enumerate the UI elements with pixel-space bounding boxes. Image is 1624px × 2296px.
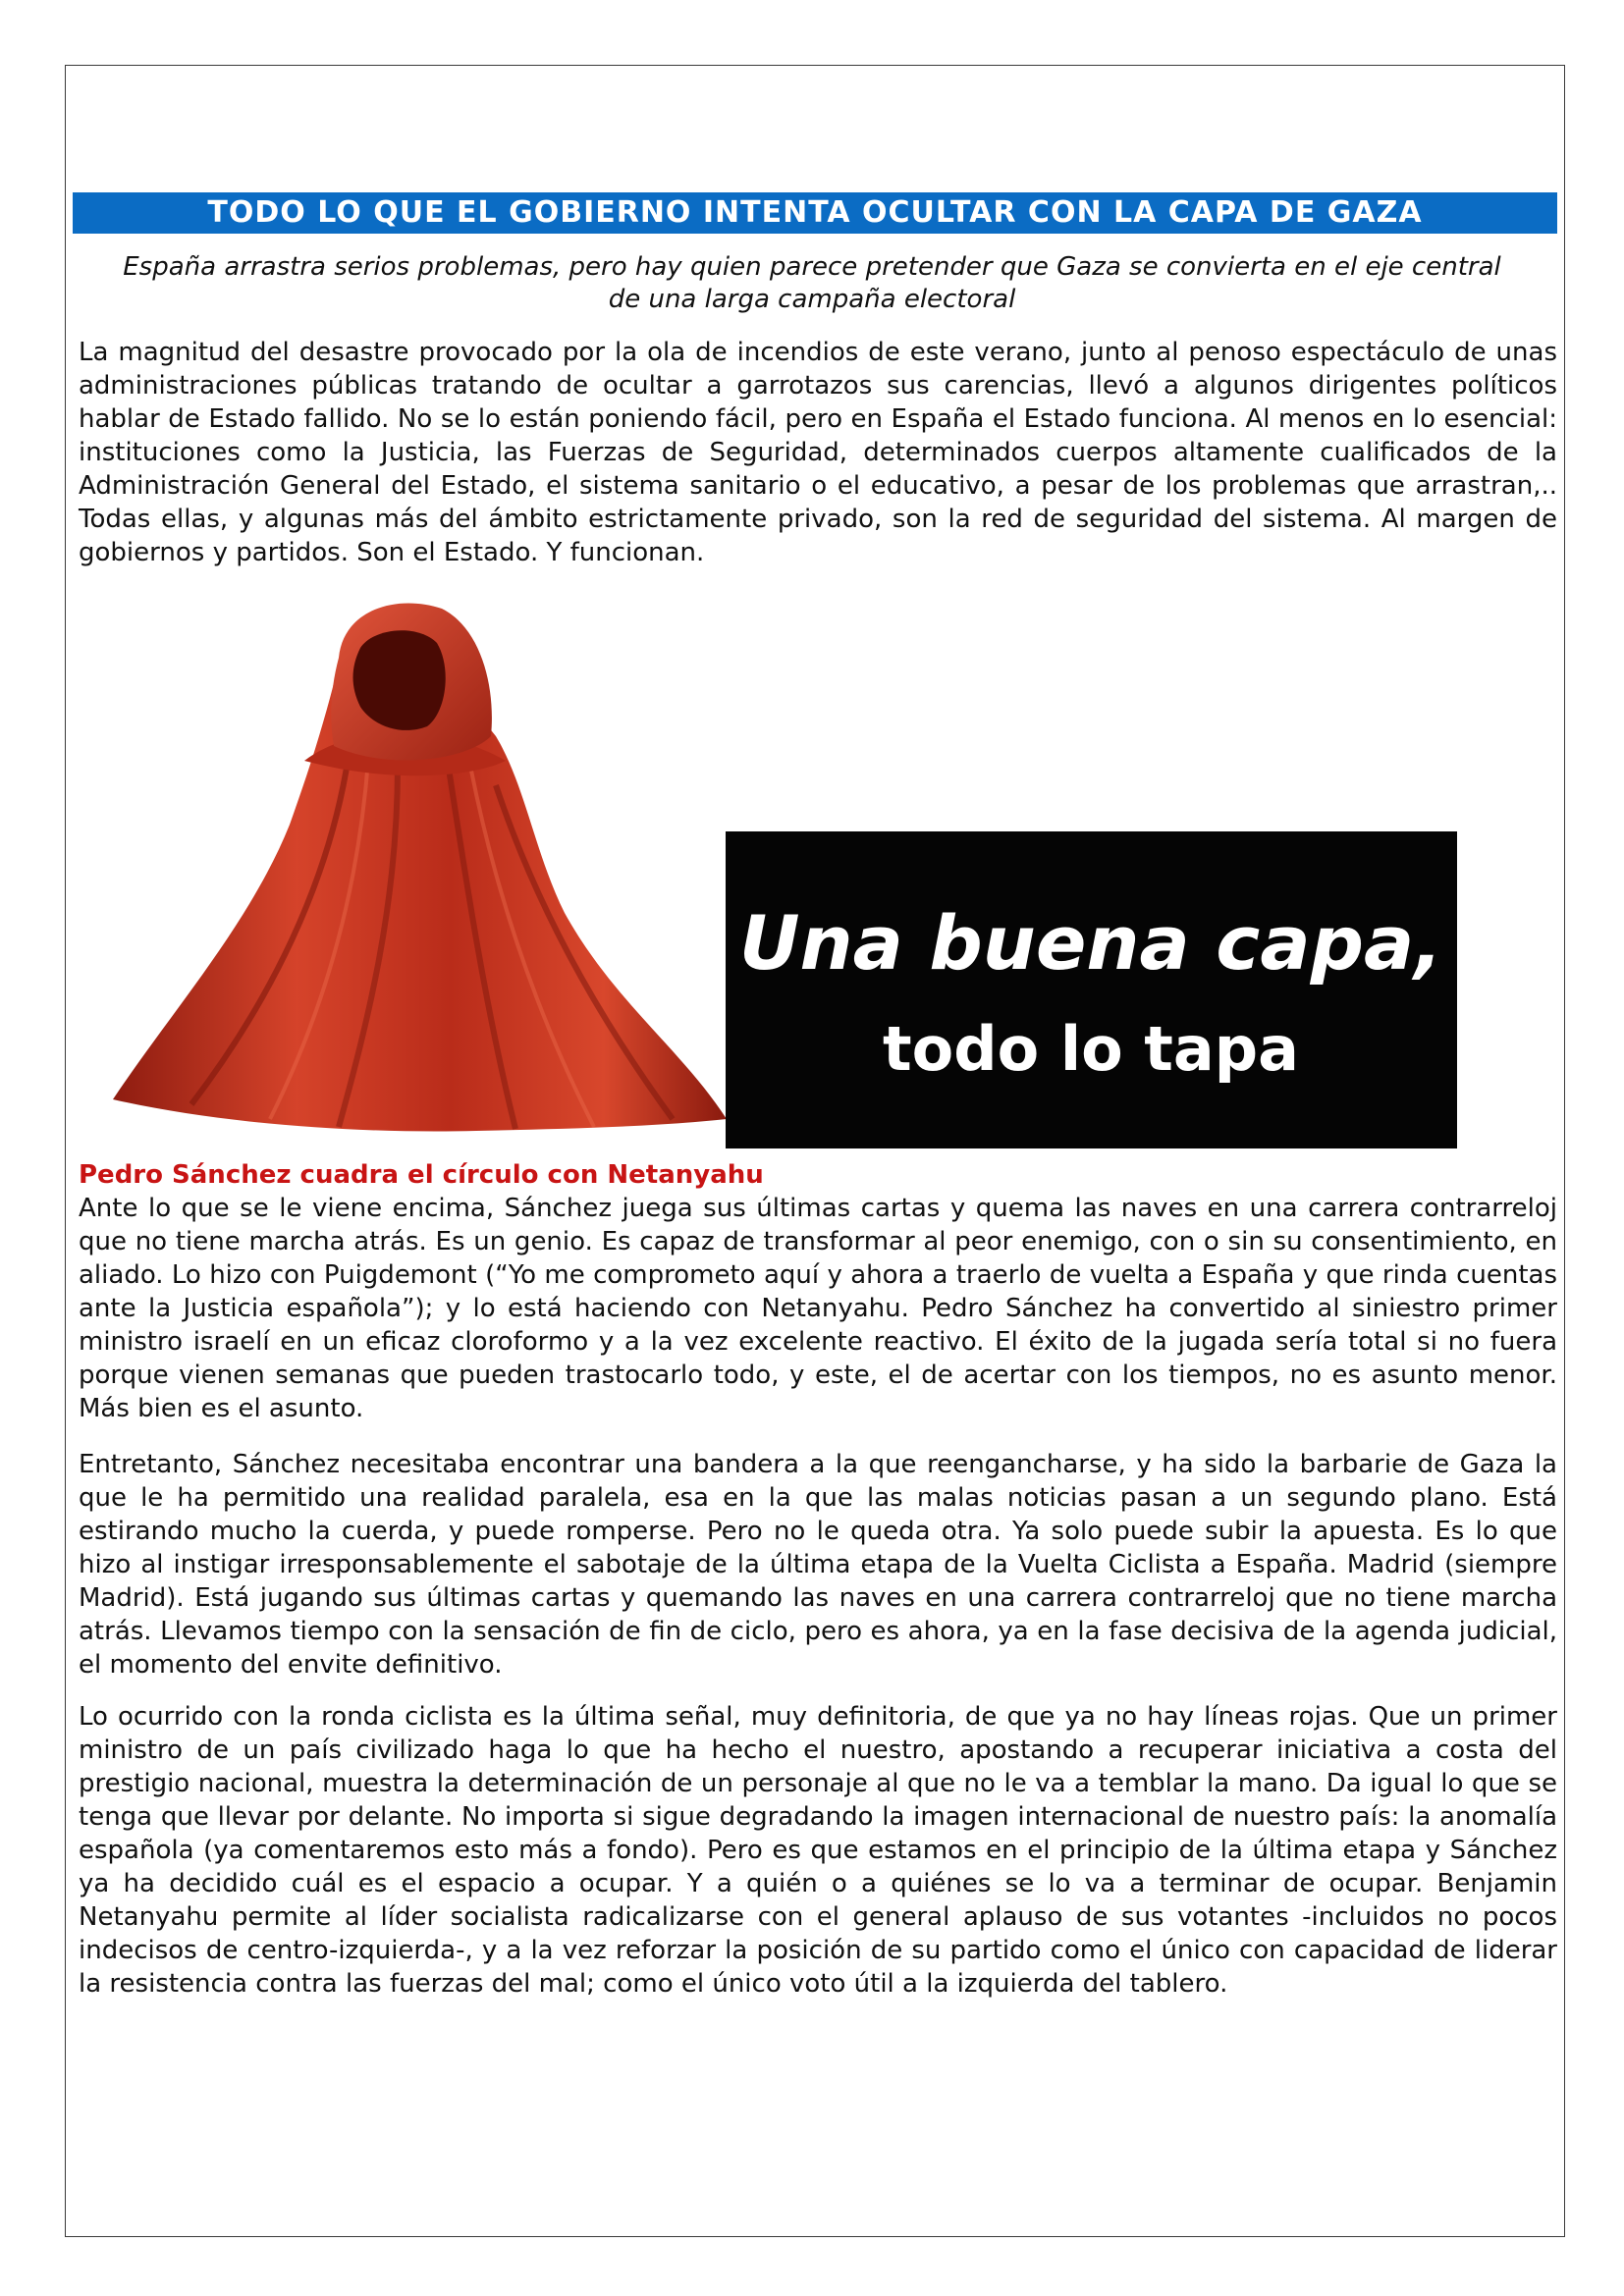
section-heading: Pedro Sánchez cuadra el círculo con Netanyahu	[79, 1160, 764, 1190]
slogan-image	[726, 831, 1457, 1148]
body-paragraph-3: Entretanto, Sánchez necesitaba encontrar una bandera a la que reengancharse, y ha sido la barbarie de Gaza la que le ha permitido una realidad paralela, esa en la que las malas noticias pasan a un segundo plano. Está estirando mucho la cuerda, y puede romperse. Pero no le queda otra. Ya solo puede subir la apuesta. Es lo que hizo al instigar irresponsablemente el sabotaje de la última etapa de la Vuelta Ciclista a España. Madrid (siempre Madrid). Está jugando sus últimas cartas y quemando las naves en una carrera contrarreloj que no tiene marcha atrás. Llevamos tiempo con la sensación de fin de ciclo, pero es ahora, ya en la fase decisiva de la agenda judicial, el momento del envite definitivo.	[79, 1450, 1557, 1680]
article-subtitle: España arrastra serios problemas, pero hay quien parece pretender que Gaza se convierta en el eje central de una larga campaña electoral	[123, 252, 1501, 314]
body-paragraph-1: La magnitud del desastre provocado por la ola de incendios de este verano, junto al penoso espectáculo de unas administraciones públicas tratando de ocultar a garrotazos sus carencias, llevó a algunos dirigentes políticos hablar de Estado fallido. No se lo están poniendo fácil, pero en España el Estado funciona. Al menos en lo esencial: instituciones como la Justicia, las Fuerzas de Seguridad, determinados cuerpos altamente cualificados de la Administración General del Estado, el sistema sanitario o el educativo, a pesar de los problemas que arrastran,.. Todas ellas, y algunas más del ámbito estrictamente privado, son la red de seguridad del sistema. Al margen de gobiernos y partidos. Son el Estado. Y funcionan.	[79, 338, 1557, 567]
body-paragraph-4: Lo ocurrido con la ronda ciclista es la última señal, muy definitoria, de que ya no hay líneas rojas. Que un primer ministro de un país civilizado haga lo que ha hecho el nuestro, apostando a recuperar iniciativa a costa del prestigio nacional, muestra la determinación de un personaje al que no le va a temblar la mano. Da igual lo que se tenga que llevar por delante. No importa si sigue degradando la imagen internacional de nuestro país: la anomalía española (ya comentaremos esto más a fondo). Pero es que estamos en el principio de la última etapa y Sánchez ya ha decidido cuál es el espacio a ocupar. Y a quién o a quiénes se lo va a terminar de ocupar. Benjamin Netanyahu permite al líder socialista radicalizarse con el general aplauso de sus votantes -incluidos no pocos indecisos de centro-izquierda-, y a la vez reforzar la posición de su partido como el único con capacidad de liderar la resistencia contra las fuerzas del mal; como el único voto útil a la izquierda del tablero.	[79, 1702, 1557, 1999]
slogan-line-1: Una buena capa,	[738, 899, 1443, 987]
article-title: TODO LO QUE EL GOBIERNO INTENTA OCULTAR CON LA CAPA DE GAZA	[73, 192, 1557, 234]
slogan-line-2: todo lo tapa	[883, 1013, 1299, 1085]
red-cape-illustration	[103, 589, 731, 1139]
body-paragraph-2: Ante lo que se le viene encima, Sánchez juega sus últimas cartas y quema las naves en una carrera contrarreloj que no tiene marcha atrás. Es un genio. Es capaz de transformar al peor enemigo, con o sin su consentimiento, en aliado. Lo hizo con Puigdemont (“Yo me comprometo aquí y ahora a traerlo de vuelta a España y que rinda cuentas ante la Justicia española”); y lo está haciendo con Netanyahu. Pedro Sánchez ha convertido al siniestro primer ministro israelí en un eficaz cloroformo y a la vez excelente reactivo. El éxito de la jugada sería total si no fuera porque vienen semanas que pueden trastocarlo todo, y este, el de acertar con los tiempos, no es asunto menor. Más bien es el asunto.	[79, 1194, 1557, 1423]
